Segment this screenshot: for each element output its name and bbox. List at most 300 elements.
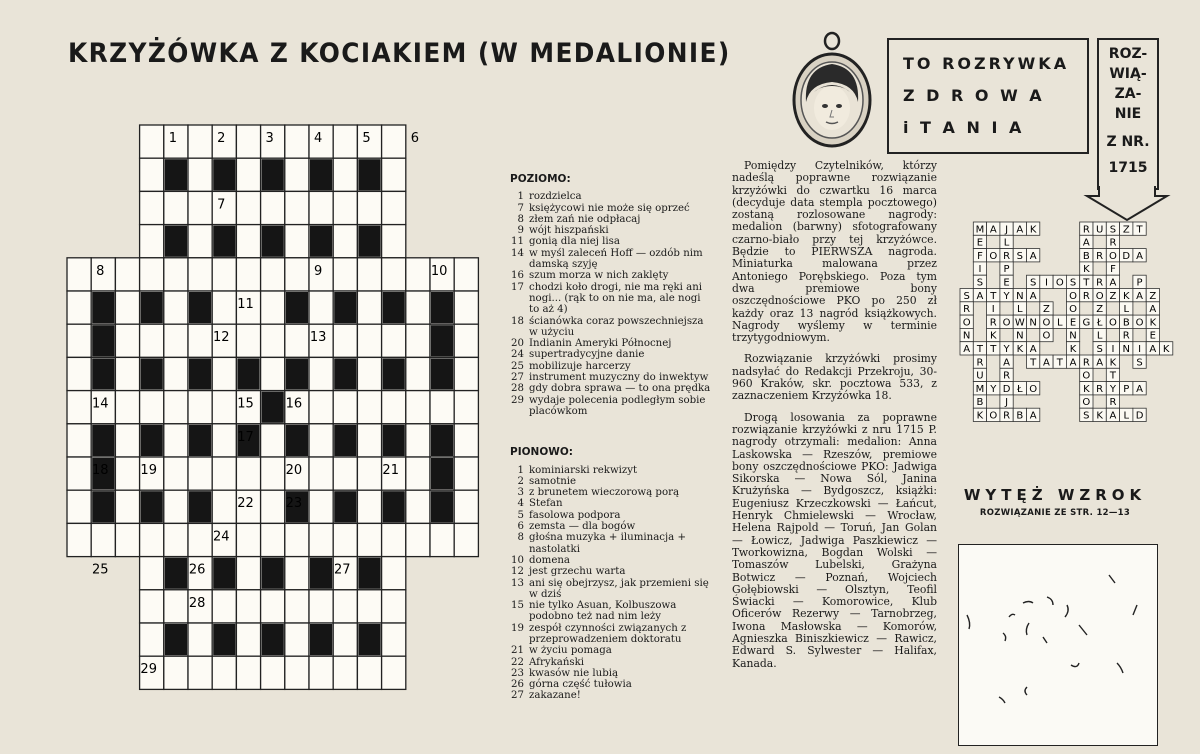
- clue-item: [506, 372, 712, 383]
- solution-letter: T: [1056, 357, 1063, 369]
- solution-letter: K: [1029, 224, 1037, 236]
- grid-cell: [140, 258, 164, 291]
- solution-letter: S: [963, 290, 970, 302]
- black-cell: [334, 358, 356, 389]
- solution-letter: O: [1055, 277, 1064, 289]
- solution-letter: A: [1029, 250, 1037, 262]
- black-cell: [431, 358, 453, 389]
- grid-cell: [333, 225, 357, 258]
- clue-number: 27: [334, 562, 351, 578]
- clue-item-text: zakazane!: [529, 690, 581, 702]
- black-cell: [92, 491, 114, 522]
- grid-cell: [333, 391, 357, 424]
- solution-letter: T: [1136, 224, 1143, 236]
- black-cell: [141, 292, 163, 323]
- clue-item: [506, 203, 712, 214]
- solution-letter: L: [1003, 237, 1010, 249]
- down-heading: PIONOWO:: [510, 446, 573, 459]
- clue-number: 2: [217, 131, 226, 146]
- black-cell: [213, 226, 235, 257]
- grid-cell: [67, 424, 91, 457]
- solution-letter: L: [1123, 410, 1130, 422]
- solution-letter: R: [1082, 357, 1090, 369]
- grid-cell: [188, 125, 212, 158]
- grid-cell: [115, 391, 139, 424]
- grid-cell: [188, 656, 212, 689]
- clue-item: [506, 668, 712, 679]
- solution-letter: D: [1122, 250, 1131, 262]
- clue-number: 25: [92, 562, 109, 578]
- solution-letter: A: [1136, 290, 1143, 302]
- clue-item-text: z brunetem wieczorową porą: [529, 487, 680, 499]
- grid-cell: [236, 656, 260, 689]
- solution-letter: A: [1096, 357, 1104, 369]
- grid-cell: [164, 191, 188, 224]
- solution-letter: N: [1016, 290, 1024, 302]
- page-title: KRZYŻÓWKA Z KOCIAKIEM (W MEDALIONIE): [68, 38, 731, 69]
- black-cell: [431, 292, 453, 323]
- clue-item-number: 19: [511, 622, 524, 634]
- grid-cell: [382, 557, 406, 590]
- solution-letter: Y: [990, 383, 997, 395]
- clue-item-text: głośna muzyka + iluminacja + nastolatki: [529, 532, 687, 555]
- grid-cell: [333, 125, 357, 158]
- solution-tag-line: WIĄ-: [1109, 66, 1147, 82]
- black-cell: [92, 425, 114, 456]
- solution-letter: F: [977, 250, 983, 262]
- grid-cell: [212, 258, 236, 291]
- grid-cell: [406, 424, 430, 457]
- clue-item-number: 25: [511, 360, 524, 372]
- clue-item: [506, 623, 712, 646]
- grid-cell: [382, 623, 406, 656]
- solution-letter: R: [1096, 277, 1104, 289]
- black-cell: [383, 292, 405, 323]
- grid-cell: [236, 623, 260, 656]
- clue-number: 21: [382, 463, 399, 478]
- solution-letter: S: [1096, 344, 1103, 355]
- grid-cell: [333, 457, 357, 490]
- clue-item-number: 11: [511, 236, 524, 248]
- black-cell: [141, 358, 163, 389]
- grid-cell: [309, 357, 333, 390]
- solution-tag-line: Z NR.: [1106, 134, 1150, 150]
- grid-cell: [164, 523, 188, 556]
- clue-item-number: 26: [511, 679, 524, 691]
- solution-letter: Z: [1043, 304, 1050, 316]
- clue-item: [506, 349, 712, 360]
- grid-cell: [236, 158, 260, 191]
- solution-letter: W: [1014, 317, 1025, 329]
- clue-item-number: 17: [511, 281, 524, 293]
- solution-tag-line: 1715: [1108, 160, 1148, 176]
- article-paragraph: Drogą losowania za poprawne rozwiązanie krzyżówki z nru 1715 P. nagrody otrzymali: medalion: Anna Laskowska — Rzeszów, premiowe bony oszczędnościowe PKO: Jadwiga Sikorska — Nowa Sól, Janina Krużyńska — Bydgoszcz, książki: Eugeniusz Krzeczkowski — Łańcut, Henryk Chmielewski — Wrocław, Helena Rajpold — Toruń, Jan Golan — Łowicz, Jadwiga Paszkiewicz — Tworkowizna, Bogdan Wolski — Tomaszów Lubelski, Grażyna Botwicz — Poznań, Wojciech Gołębiowski — Olsztyn, Teofil Świacki — Komorowice, Klub Oficerów Rezerwy — Tarnobrzeg, Iwona Masłowska — Komorów, Agnieszka Biniszkiewicz — Rawicz, Edward S. Sylwester — Halifax, Kanada.: [732, 410, 937, 670]
- clue-item-text: mobilizuje harcerzy: [529, 360, 631, 372]
- grid-cell: [333, 191, 357, 224]
- solution-letter: O: [1082, 370, 1091, 382]
- grid-cell: [115, 424, 139, 457]
- solution-letter: N: [1122, 344, 1130, 355]
- clue-item: [506, 476, 712, 487]
- black-cell: [262, 159, 284, 190]
- solution-letter: A: [1029, 410, 1037, 422]
- solution-letter: O: [962, 317, 971, 329]
- grid-cell: [382, 125, 406, 158]
- clue-item: [506, 270, 712, 281]
- wytez-puzzle-box: [958, 544, 1158, 746]
- solution-letter: R: [1082, 224, 1090, 236]
- clue-number: 17: [237, 429, 254, 445]
- clue-number: 6: [410, 131, 420, 146]
- black-cell: [431, 325, 453, 356]
- grid-cell: [406, 357, 430, 390]
- solution-letter: B: [1016, 410, 1024, 422]
- grid-cell: [212, 291, 236, 324]
- wytez-subheading: ROZWIĄZANIE ZE STR. 12—13: [979, 508, 1131, 518]
- black-cell: [286, 292, 308, 323]
- grid-cell: [333, 523, 357, 556]
- clue-item-number: 28: [511, 383, 524, 395]
- black-cell: [310, 558, 332, 589]
- down-clue-list: [506, 465, 712, 702]
- clue-number: 28: [188, 595, 206, 611]
- solution-letter: M: [975, 224, 985, 236]
- grid-cell: [140, 391, 164, 424]
- solution-letter: R: [976, 357, 984, 369]
- black-cell: [189, 358, 211, 389]
- solution-letter: O: [1042, 317, 1051, 329]
- clue-number: 26: [188, 562, 206, 578]
- clue-item: [506, 225, 712, 236]
- solution-letter: Y: [1003, 344, 1010, 355]
- black-cell: [310, 226, 332, 257]
- clue-item-number: 22: [511, 656, 524, 668]
- solution-letter: F: [1110, 264, 1116, 276]
- grid-cell: [115, 258, 139, 291]
- solution-letter: I: [1044, 277, 1048, 289]
- solution-letter: O: [1002, 317, 1011, 329]
- solution-letter: K: [1016, 344, 1024, 355]
- solution-letter: A: [1029, 290, 1037, 302]
- grid-cell: [382, 258, 406, 291]
- grid-cell: [285, 557, 309, 590]
- grid-cell: [140, 324, 164, 357]
- clue-item-text: ścianówka coraz powszechniejsza w użyciu: [529, 315, 704, 338]
- clue-item-text: kwasów nie lubią: [529, 667, 619, 679]
- solution-letter: R: [989, 317, 997, 329]
- clue-item: [506, 395, 712, 418]
- grid-cell: [430, 391, 454, 424]
- solution-letter: U: [1095, 224, 1104, 236]
- grid-cell: [236, 258, 260, 291]
- clue-item-text: Afrykański: [529, 656, 585, 668]
- clue-item-text: Indianin Ameryki Północnej: [529, 338, 672, 350]
- grid-cell: [115, 291, 139, 324]
- grid-cell: [140, 225, 164, 258]
- solution-letter: K: [1149, 317, 1157, 329]
- clue-item-text: w myśl zaleceń Hoff — ozdób nim damską szyję: [529, 247, 703, 271]
- grid-cell: [188, 225, 212, 258]
- grid-cell: [285, 324, 309, 357]
- solution-letter: L: [1056, 317, 1063, 329]
- grid-cell: [454, 324, 478, 357]
- grid-cell: [309, 424, 333, 457]
- solution-letter: S: [1069, 277, 1077, 289]
- solution-letter: O: [1029, 383, 1038, 395]
- solution-letter: T: [1030, 357, 1037, 369]
- grid-cell: [188, 457, 212, 490]
- solution-letter: G: [1082, 317, 1091, 329]
- slogan-line-1: TO ROZRYWKA: [903, 54, 1070, 73]
- across-clue-list: [506, 191, 712, 417]
- grid-cell: [164, 258, 188, 291]
- grid-cell: [188, 258, 212, 291]
- clue-number: 22: [237, 496, 254, 512]
- clue-item-text: wydaje polecenia podległym sobie placówkom: [529, 394, 706, 417]
- solution-letter: A: [1136, 383, 1143, 395]
- clue-item: [506, 521, 712, 532]
- clue-item-number: 1: [517, 191, 524, 203]
- grid-cell: [212, 490, 236, 523]
- clue-item-number: 24: [511, 349, 524, 361]
- solution-letter: K: [976, 410, 984, 422]
- grid-cell: [454, 258, 478, 291]
- clue-number: 15: [237, 396, 254, 412]
- black-cell: [92, 358, 114, 389]
- grid-cell: [261, 656, 285, 689]
- grid-cell: [164, 291, 188, 324]
- clue-item-number: 8: [517, 213, 524, 225]
- grid-cell: [309, 490, 333, 523]
- clue-item-number: 27: [511, 372, 524, 384]
- clue-item-text: domena: [529, 554, 570, 566]
- solution-letter: R: [1096, 250, 1104, 262]
- clue-item: [506, 361, 712, 372]
- solution-letter: A: [976, 290, 984, 302]
- solution-letter: P: [1136, 277, 1143, 289]
- grid-cell: [309, 191, 333, 224]
- solution-letter: R: [1082, 290, 1090, 302]
- clue-number: 8: [96, 263, 105, 279]
- clue-number: 4: [313, 131, 323, 146]
- slogan-line-3: i T A N I A: [903, 118, 1025, 137]
- clue-item-number: 23: [511, 667, 524, 679]
- solution-letter: A: [1149, 344, 1157, 355]
- grid-cell: [236, 523, 260, 556]
- grid-cell: [67, 258, 91, 291]
- clue-item: [506, 566, 712, 577]
- grid-cell: [140, 125, 164, 158]
- solution-letter: N: [1069, 330, 1077, 342]
- solution-letter: J: [1005, 224, 1009, 236]
- clue-item-text: supertradycyjne danie: [529, 349, 645, 361]
- grid-cell: [261, 291, 285, 324]
- clue-item-text: złem zań nie odpłacaj: [529, 213, 641, 225]
- grid-cell: [285, 656, 309, 689]
- solution-letter: Ł: [1096, 317, 1103, 329]
- grid-cell: [164, 656, 188, 689]
- clue-item-text: nie tylko Asuan, Kolbuszowa podobno też nad nim leży: [529, 600, 677, 623]
- solution-letter: U: [976, 370, 984, 382]
- clue-item-text: w życiu pomaga: [529, 645, 612, 657]
- clue-item: [506, 487, 712, 498]
- grid-cell: [406, 258, 430, 291]
- clue-item: [506, 657, 712, 668]
- black-cell: [189, 491, 211, 522]
- grid-cell: [91, 523, 115, 556]
- grid-cell: [454, 391, 478, 424]
- clue-number: 7: [217, 197, 226, 213]
- grid-cell: [164, 490, 188, 523]
- black-cell: [165, 624, 187, 655]
- clue-item-number: 13: [511, 577, 524, 589]
- article-paragraph: Pomiędzy Czytelników, którzy nadeślą poprawne rozwiązanie krzyżówki do czwartku 16 marca (decyduje data stempla pocztowego) zostaną rozlosowane nagrody: medalion (barwny) sfotografowany czarno-biało przy tej krzyżówce. Będzie to PIERWSZA nagroda. Miniaturka malowana przez Antoniego Porębskiego. Poza tym dwa premiowe bony oszczędnościowe PKO po 250 zł każdy oraz 13 nagród książkowych. Nagrody wyślemy w terminie trzytygodniowym.: [732, 159, 937, 345]
- solution-letter: I: [991, 304, 995, 316]
- black-cell: [92, 325, 114, 356]
- grid-cell: [285, 258, 309, 291]
- solution-letter: O: [1042, 330, 1051, 342]
- grid-cell: [236, 191, 260, 224]
- grid-cell: [236, 557, 260, 590]
- grid-cell: [382, 158, 406, 191]
- clue-item-number: 20: [511, 338, 524, 350]
- grid-cell: [115, 357, 139, 390]
- solution-tag-line: NIE: [1114, 106, 1142, 122]
- previous-solution-grid: [955, 220, 1170, 470]
- article-column: [732, 160, 937, 679]
- black-cell: [431, 425, 453, 456]
- solution-letter: A: [1029, 344, 1037, 355]
- clue-number: 19: [140, 463, 157, 478]
- clue-item: [506, 555, 712, 566]
- solution-letter: I: [1111, 344, 1115, 355]
- clue-item-text: jest grzechu warta: [529, 566, 626, 578]
- solution-letter: E: [1069, 317, 1077, 329]
- clue-item-text: fasolowa podpora: [529, 509, 621, 521]
- solution-letter: S: [1029, 277, 1037, 289]
- grid-cell: [382, 656, 406, 689]
- black-cell: [383, 358, 405, 389]
- solution-letter: O: [989, 410, 998, 422]
- solution-letter: T: [990, 344, 997, 355]
- grid-cell: [140, 523, 164, 556]
- solution-letter: Z: [1122, 224, 1130, 236]
- solution-letter: S: [976, 277, 984, 289]
- grid-cell: [406, 457, 430, 490]
- black-cell: [262, 624, 284, 655]
- slogan-box: [887, 38, 1089, 154]
- clue-item-number: 3: [517, 487, 524, 499]
- grid-cell: [309, 391, 333, 424]
- solution-letter: A: [1109, 410, 1117, 422]
- clue-number: 11: [237, 297, 254, 312]
- wytez-heading: WYTĘŻ WZROK: [963, 486, 1147, 504]
- solution-letter: O: [1109, 317, 1117, 329]
- solution-letter: B: [1122, 317, 1130, 329]
- solution-letter: O: [1069, 304, 1077, 316]
- grid-cell: [261, 324, 285, 357]
- solution-letter: A: [989, 224, 997, 236]
- solution-letter: T: [990, 290, 997, 302]
- grid-cell: [406, 523, 430, 556]
- clue-item-text: samotnie: [529, 475, 577, 487]
- solution-letter: Z: [1096, 304, 1104, 316]
- medallion-portrait-image: [788, 28, 878, 148]
- solution-letter: Z: [1109, 290, 1117, 302]
- grid-cell: [261, 523, 285, 556]
- grid-cell: [382, 391, 406, 424]
- solution-letter: O: [1069, 290, 1077, 302]
- grid-cell: [357, 324, 381, 357]
- solution-letter: I: [978, 264, 982, 276]
- solution-letter: T: [1083, 277, 1090, 289]
- solution-letter: K: [1069, 344, 1077, 355]
- black-cell: [165, 226, 187, 257]
- solution-letter: T: [1109, 370, 1117, 382]
- clue-item-number: 21: [511, 645, 524, 657]
- solution-letter: N: [1016, 330, 1024, 342]
- solution-letter: A: [1016, 224, 1024, 236]
- clue-item: [506, 214, 712, 225]
- clue-item-text: wójt hiszpański: [529, 225, 609, 237]
- solution-letter: L: [1096, 330, 1103, 342]
- solution-letter: N: [1029, 317, 1037, 329]
- clue-item: [506, 465, 712, 476]
- clue-item: [506, 282, 712, 316]
- clue-item-number: 10: [511, 554, 524, 566]
- clue-item-text: zespół czynności związanych z przeprowadzeniem doktoratu: [529, 622, 687, 645]
- crossword-grid: [66, 124, 480, 694]
- solution-letter: E: [1149, 330, 1157, 342]
- black-cell: [334, 425, 356, 456]
- clue-item: [506, 383, 712, 394]
- black-cell: [262, 558, 284, 589]
- black-cell: [213, 624, 235, 655]
- solution-letter: L: [1017, 304, 1023, 316]
- clues-column: [506, 174, 712, 702]
- grid-cell: [261, 357, 285, 390]
- grid-cell: [164, 324, 188, 357]
- solution-letter: O: [1095, 290, 1104, 302]
- black-cell: [92, 292, 114, 323]
- solution-letter: E: [1003, 277, 1010, 289]
- grid-cell: [454, 457, 478, 490]
- clue-item-number: 6: [517, 521, 524, 533]
- grid-cell: [212, 457, 236, 490]
- black-cell: [431, 458, 453, 489]
- grid-cell: [333, 158, 357, 191]
- solution-letter: R: [963, 304, 971, 316]
- solution-letter: A: [963, 344, 971, 355]
- clue-item: [506, 532, 712, 555]
- clue-item-text: gdy dobra sprawa — to ona prędka: [529, 383, 711, 395]
- grid-cell: [285, 191, 309, 224]
- solution-letter: O: [989, 250, 998, 262]
- grid-cell: [212, 656, 236, 689]
- black-cell: [358, 558, 380, 589]
- grid-cell: [188, 623, 212, 656]
- clue-item-text: zemsta — dla bogów: [529, 521, 636, 533]
- grid-cell: [140, 557, 164, 590]
- grid-cell: [212, 590, 236, 623]
- grid-cell: [188, 191, 212, 224]
- grid-cell: [454, 424, 478, 457]
- grid-cell: [115, 457, 139, 490]
- solution-letter: O: [1135, 317, 1144, 329]
- grid-cell: [454, 523, 478, 556]
- clue-item-number: 9: [517, 225, 524, 237]
- solution-letter: S: [1083, 410, 1090, 422]
